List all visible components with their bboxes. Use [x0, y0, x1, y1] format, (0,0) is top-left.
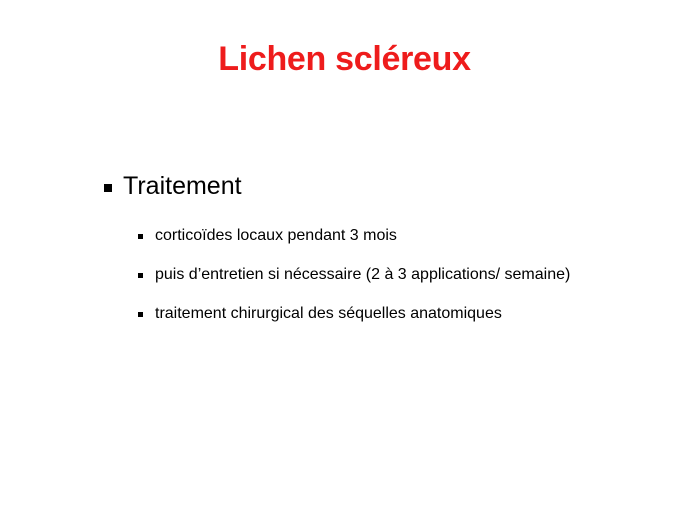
square-bullet-icon	[104, 184, 112, 192]
slide-title: Lichen scléreux	[218, 40, 471, 78]
list-item	[138, 265, 570, 285]
square-bullet-icon	[138, 312, 143, 317]
bullet-heading: Traitement	[123, 172, 242, 200]
square-bullet-icon	[138, 273, 143, 278]
list-item-text: corticoïdes locaux pendant 3 mois	[155, 227, 397, 244]
list-item	[138, 226, 570, 246]
square-bullet-icon	[138, 234, 143, 239]
sub-bullet-list	[138, 226, 570, 343]
list-item-text: puis d’entretien si nécessaire (2 à 3 applications/ semaine)	[155, 266, 571, 283]
bullet-level1	[104, 172, 242, 201]
list-item	[138, 304, 570, 324]
list-item-text: traitement chirurgical des séquelles anatomiques	[155, 305, 502, 322]
